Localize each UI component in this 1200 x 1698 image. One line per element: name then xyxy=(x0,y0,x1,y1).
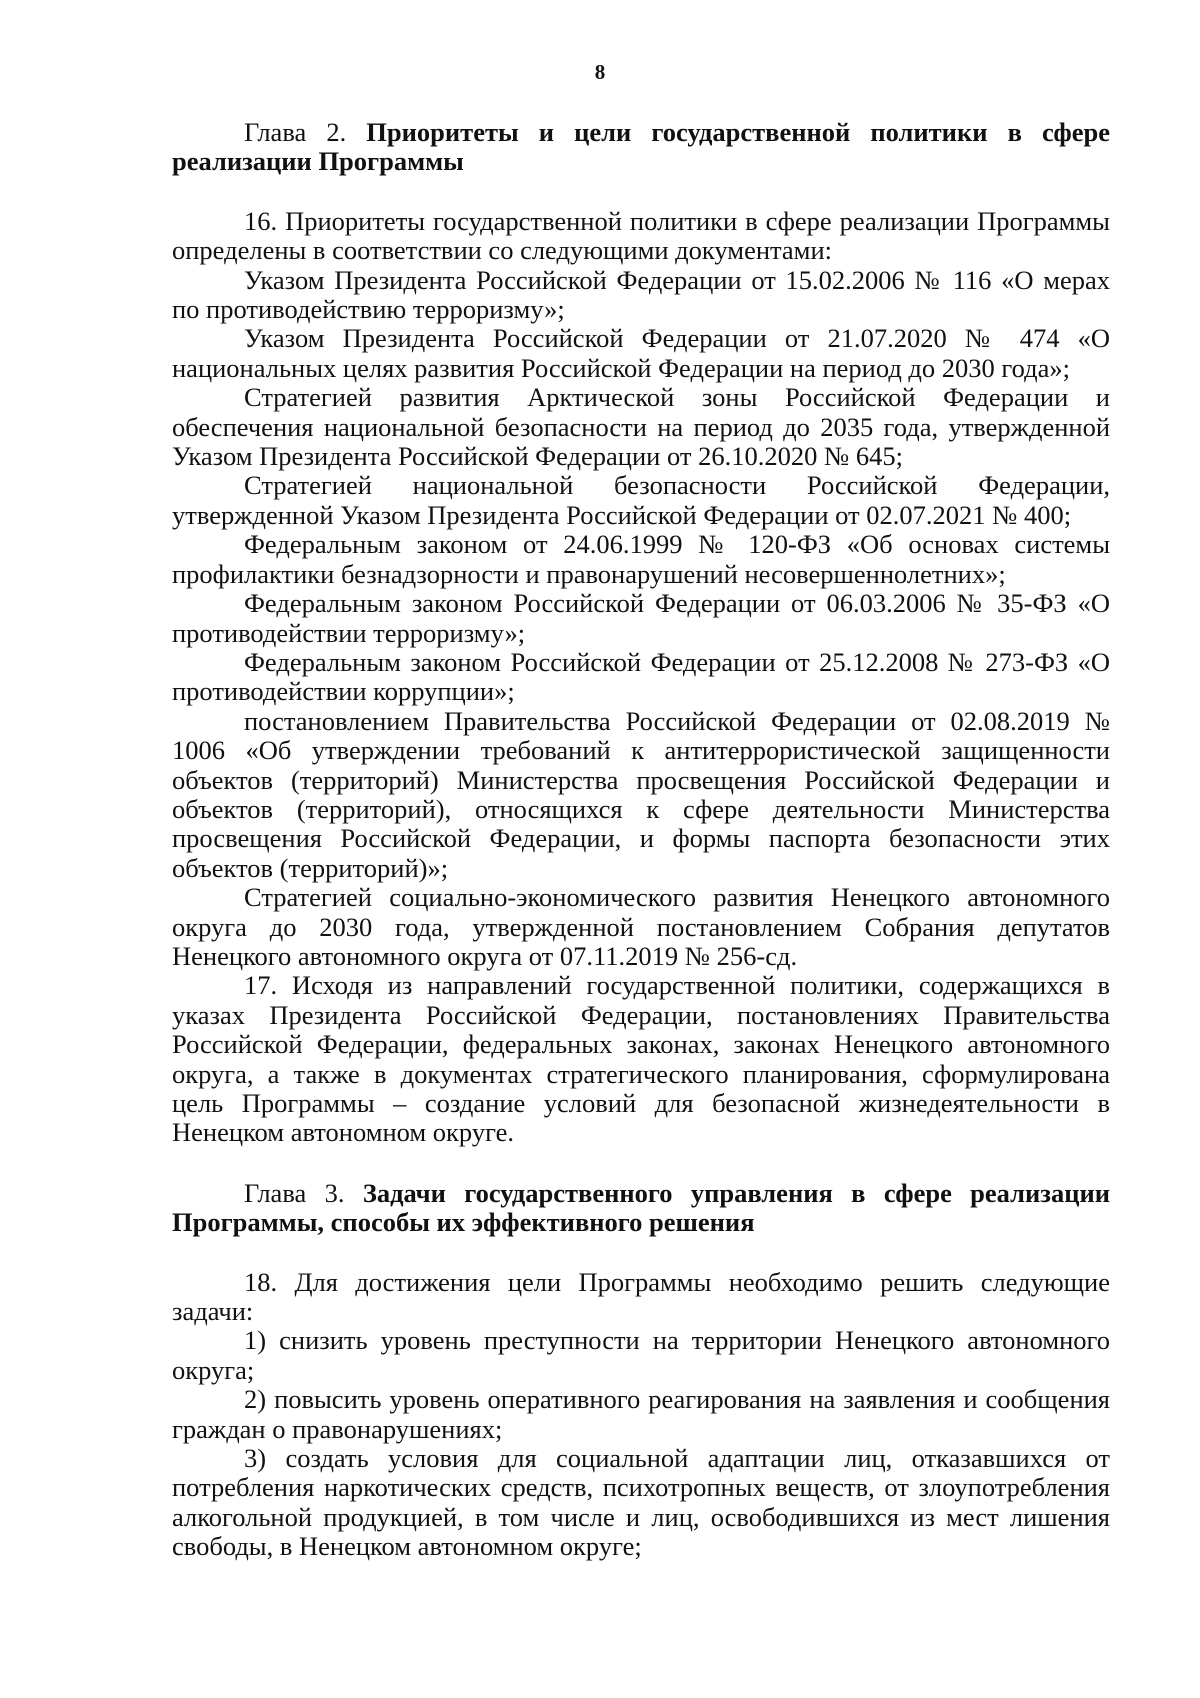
paragraph-16: 16. Приоритеты государственной политики в сфере реализации Программы определены в соответствии со следующими документами: xyxy=(172,205,1110,266)
list-item-federal-law-120: Федеральным законом от 24.06.1999 № 120-ФЗ «Об основах системы профилактики безнадзорности и правонарушений несовершеннолетних»; xyxy=(172,529,1110,589)
chapter-3-title: Задачи государственного управления в сфере реализации Программы, способы их эффективного решения xyxy=(172,1177,1111,1238)
list-item-decree-474: Указом Президента Российской Федерации от 21.07.2020 № 474 «О национальных целях развития Российской Федерации на период до 2030 года»; xyxy=(172,323,1110,383)
chapter-3-heading xyxy=(172,1179,1110,1238)
list-item-federal-law-273: Федеральным законом Российской Федерации от 25.12.2008 № 273-ФЗ «О противодействии коррупции»; xyxy=(172,646,1110,707)
list-item-national-security-strategy: Стратегией национальной безопасности Российской Федерации, утвержденной Указом Президента Российской Федерации от 02.07.2021 № 400; xyxy=(172,470,1110,530)
document-body xyxy=(172,118,1110,1562)
list-item-decree-116: Указом Президента Российской Федерации от 15.02.2006 № 116 «О мерах по противодействию терроризму»; xyxy=(172,264,1110,325)
chapter-2-prefix: Глава 2. xyxy=(244,117,347,147)
chapter-2-title: Приоритеты и цели государственной политики в сфере реализации Программы xyxy=(172,117,1110,177)
list-item-nao-strategy: Стратегией социально-экономического развития Ненецкого автономного округа до 2030 года, утвержденной постановлением Собрания депутатов Ненецкого автономного округа от 07.11.2019 № 256-сд. xyxy=(172,882,1110,971)
list-item-federal-law-35: Федеральным законом Российской Федерации от 06.03.2006 № 35-ФЗ «О противодействии терроризму»; xyxy=(172,588,1110,648)
list-item-arctic-strategy: Стратегией развития Арктической зоны Российской Федерации и обеспечения национальной безопасности на период до 2035 года, утвержденной Указом Президента Российской Федерации от 26.10.2020 № 645; xyxy=(172,382,1110,472)
chapter-2-heading xyxy=(172,118,1110,177)
list-item-resolution-1006: постановлением Правительства Российской Федерации от 02.08.2019 № 1006 «Об утверждении требований к антитеррористической защищенности объектов (территорий) Министерства просвещения Российской Федерации и объектов (территорий), относящихся к сфере деятельности Министерства просвещения Российской Федерации, и формы паспорта безопасности этих объектов (территорий)»; xyxy=(172,705,1110,883)
chapter-3-prefix: Глава 3. xyxy=(244,1177,345,1208)
paragraph-17: 17. Исходя из направлений государственной политики, содержащихся в указах Президента Российской Федерации, постановлениях Правительства Российской Федерации, федеральных законах, законах Ненецкого автономного округа, а также в документах стратегического планирования, сформулирована цель Программы – создание условий для безопасной жизнедеятельности в Ненецком автономном округе. xyxy=(172,970,1110,1148)
task-item-3: 3) создать условия для социальной адаптации лиц, отказавшихся от потребления наркотических средств, психотропных веществ, от злоупотребления алкогольной продукцией, в том числе и лиц, освободившихся из мест лишения свободы, в Ненецком автономном округе; xyxy=(172,1443,1110,1562)
task-item-2: 2) повысить уровень оперативного реагирования на заявления и сообщения граждан о правонарушениях; xyxy=(172,1384,1110,1444)
page-number: 8 xyxy=(594,60,606,84)
task-item-1: 1) снизить уровень преступности на территории Ненецкого автономного округа; xyxy=(172,1325,1110,1385)
paragraph-18: 18. Для достижения цели Программы необходимо решить следующие задачи: xyxy=(172,1266,1110,1327)
